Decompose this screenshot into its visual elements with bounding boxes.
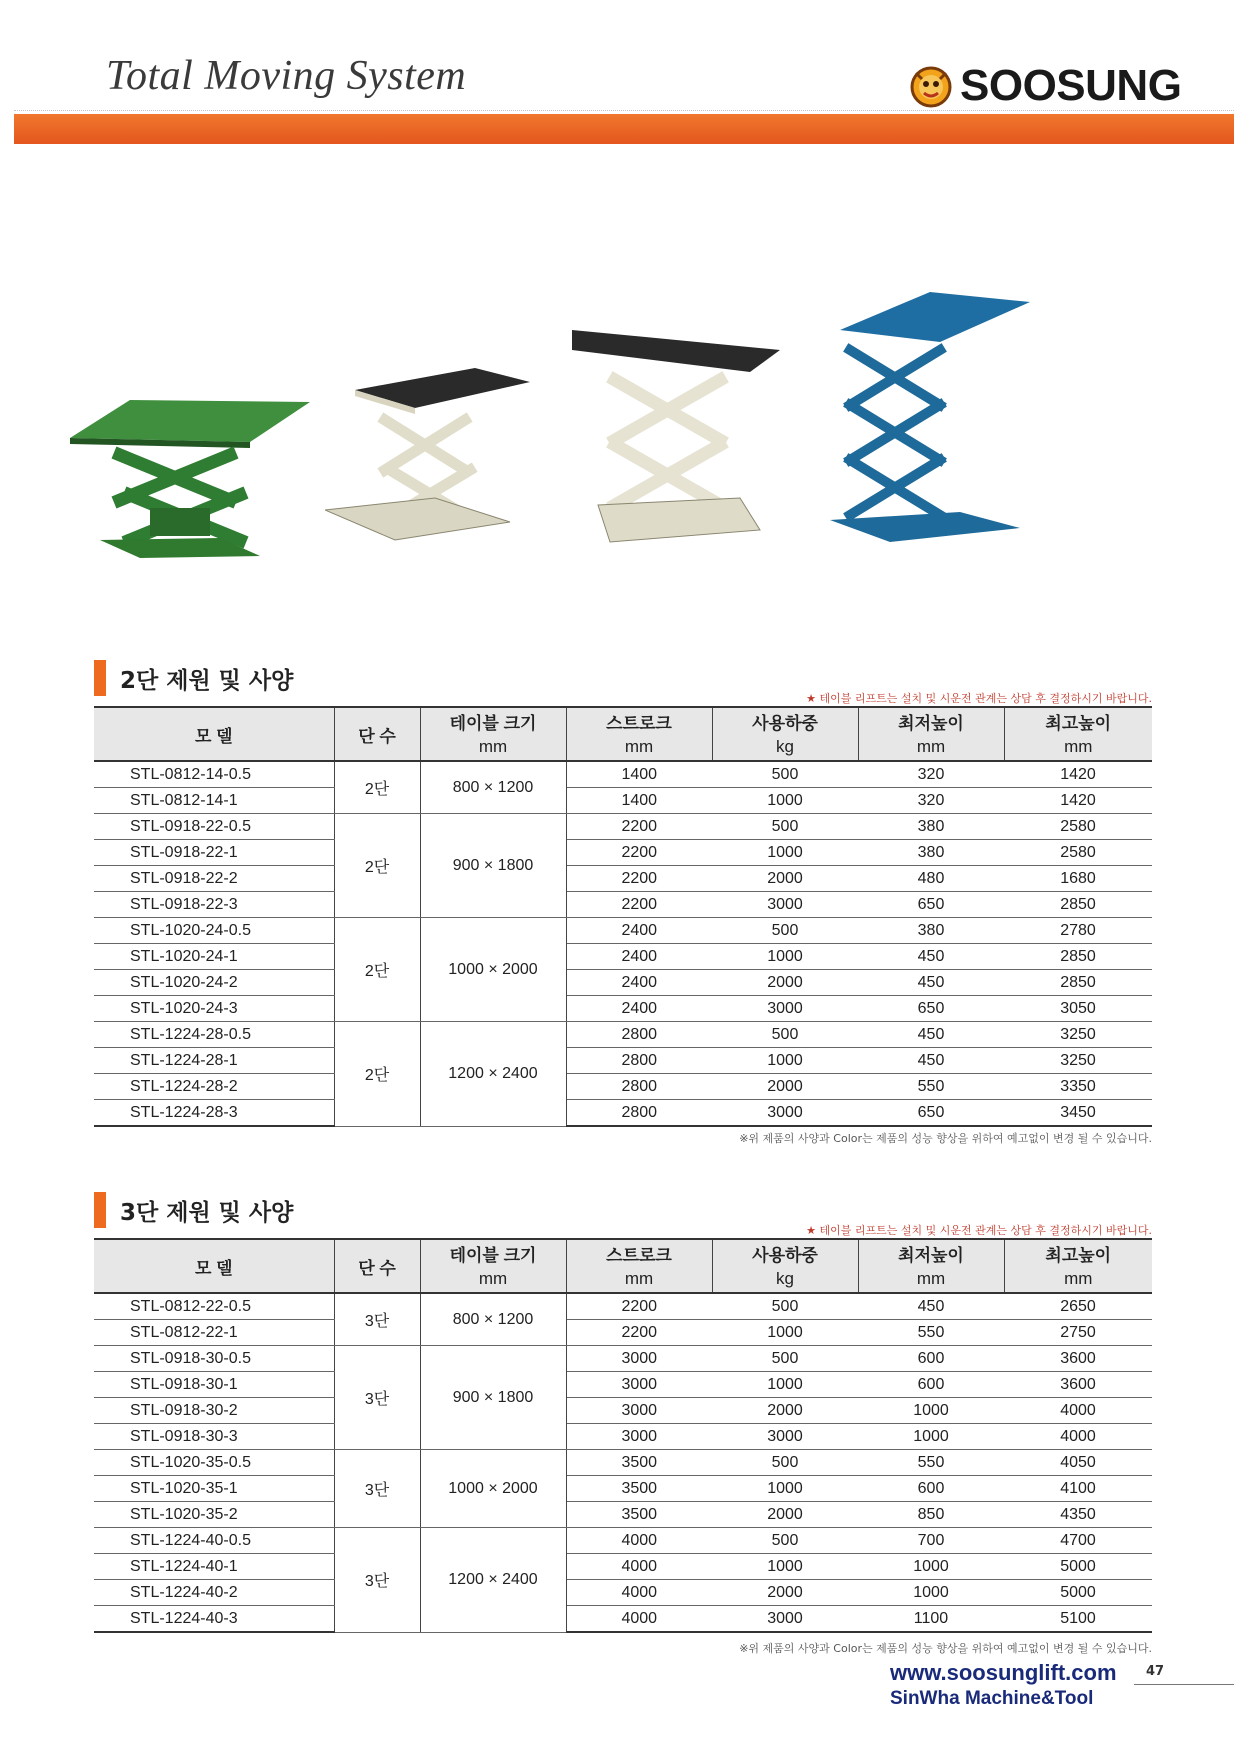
model-cell: STL-0812-14-1 (94, 788, 334, 814)
table-size-cell: 1000 × 2000 (420, 1450, 566, 1528)
model-cell: STL-1224-40-3 (94, 1606, 334, 1633)
table-size-cell: 900 × 1800 (420, 814, 566, 918)
model-cell: STL-1224-28-3 (94, 1100, 334, 1127)
spec-table-3stage (94, 1238, 1152, 1633)
stroke-cell: 2800 (566, 1100, 712, 1127)
load-cell: 1000 (712, 840, 858, 866)
max-height-cell: 2780 (1004, 918, 1152, 944)
cream-lift-photo (325, 350, 545, 570)
load-cell: 2000 (712, 1580, 858, 1606)
install-note: ★ 테이블 리프트는 설치 및 시운전 관계는 상담 후 결정하시기 바랍니다. (806, 1224, 1152, 1237)
stage-cell: 2단 (334, 1022, 420, 1127)
min-height-cell: 600 (858, 1476, 1004, 1502)
stroke-cell: 1400 (566, 788, 712, 814)
white-lift-photo (570, 310, 800, 580)
stroke-cell: 2400 (566, 944, 712, 970)
stroke-cell: 2200 (566, 892, 712, 918)
brand-logo (908, 62, 1181, 110)
blue-lift-photo (820, 280, 1060, 570)
table-row (94, 1074, 1152, 1100)
load-cell: 2000 (712, 1502, 858, 1528)
min-height-cell: 480 (858, 866, 1004, 892)
min-height-cell: 450 (858, 1048, 1004, 1074)
table-size-cell: 900 × 1800 (420, 1346, 566, 1450)
col-header-min-height: 최저높이 (858, 707, 1004, 734)
footer-company: SinWha Machine&Tool (890, 1688, 1094, 1709)
stroke-cell: 2800 (566, 1074, 712, 1100)
min-height-cell: 1000 (858, 1580, 1004, 1606)
max-height-cell: 2580 (1004, 814, 1152, 840)
model-cell: STL-1224-28-0.5 (94, 1022, 334, 1048)
page-title: Total Moving System (106, 53, 467, 99)
table-size-cell: 1000 × 2000 (420, 918, 566, 1022)
table-row (94, 814, 1152, 840)
load-cell: 3000 (712, 892, 858, 918)
model-cell: STL-1020-35-1 (94, 1476, 334, 1502)
max-height-cell: 1420 (1004, 788, 1152, 814)
table-row (94, 1293, 1152, 1320)
min-height-cell: 1000 (858, 1554, 1004, 1580)
model-cell: STL-1020-24-0.5 (94, 918, 334, 944)
stroke-cell: 2800 (566, 1022, 712, 1048)
table-row (94, 1022, 1152, 1048)
max-height-cell: 3050 (1004, 996, 1152, 1022)
stage-cell: 3단 (334, 1450, 420, 1528)
model-cell: STL-1020-35-2 (94, 1502, 334, 1528)
install-note: ★ 테이블 리프트는 설치 및 시운전 관계는 상담 후 결정하시기 바랍니다. (806, 692, 1152, 705)
unit-mm: mm (1004, 1266, 1152, 1293)
load-cell: 500 (712, 918, 858, 944)
stroke-cell: 3000 (566, 1346, 712, 1372)
min-height-cell: 600 (858, 1372, 1004, 1398)
model-cell: STL-0918-30-3 (94, 1424, 334, 1450)
table-row (94, 1554, 1152, 1580)
min-height-cell: 550 (858, 1450, 1004, 1476)
load-cell: 2000 (712, 1074, 858, 1100)
table-row (94, 892, 1152, 918)
max-height-cell: 4050 (1004, 1450, 1152, 1476)
stroke-cell: 1400 (566, 761, 712, 788)
table-row (94, 1606, 1152, 1633)
col-header-model: 모 델 (94, 707, 334, 761)
load-cell: 2000 (712, 970, 858, 996)
header-divider (14, 110, 1234, 112)
min-height-cell: 650 (858, 1100, 1004, 1127)
max-height-cell: 3350 (1004, 1074, 1152, 1100)
model-cell: STL-1224-28-2 (94, 1074, 334, 1100)
table-row (94, 1476, 1152, 1502)
table-row (94, 840, 1152, 866)
max-height-cell: 5000 (1004, 1580, 1152, 1606)
max-height-cell: 4000 (1004, 1398, 1152, 1424)
min-height-cell: 700 (858, 1528, 1004, 1554)
load-cell: 500 (712, 1346, 858, 1372)
table-row (94, 1048, 1152, 1074)
model-cell: STL-0918-30-0.5 (94, 1346, 334, 1372)
col-header-max-height: 최고높이 (1004, 707, 1152, 734)
model-cell: STL-0918-30-2 (94, 1398, 334, 1424)
orange-header-bar (14, 114, 1234, 144)
section-title-2stage: 2단 제원 및 사양 (94, 660, 293, 696)
model-cell: STL-1020-24-3 (94, 996, 334, 1022)
max-height-cell: 4350 (1004, 1502, 1152, 1528)
stroke-cell: 3000 (566, 1424, 712, 1450)
unit-mm: mm (566, 1266, 712, 1293)
min-height-cell: 380 (858, 814, 1004, 840)
min-height-cell: 320 (858, 761, 1004, 788)
load-cell: 500 (712, 814, 858, 840)
load-cell: 3000 (712, 996, 858, 1022)
stroke-cell: 2800 (566, 1048, 712, 1074)
unit-mm: mm (858, 734, 1004, 761)
min-height-cell: 450 (858, 970, 1004, 996)
min-height-cell: 1000 (858, 1398, 1004, 1424)
stroke-cell: 2200 (566, 1320, 712, 1346)
unit-kg: kg (712, 1266, 858, 1293)
stroke-cell: 4000 (566, 1580, 712, 1606)
unit-kg: kg (712, 734, 858, 761)
stroke-cell: 4000 (566, 1528, 712, 1554)
table-row (94, 1580, 1152, 1606)
max-height-cell: 3250 (1004, 1048, 1152, 1074)
stage-cell: 2단 (334, 814, 420, 918)
min-height-cell: 650 (858, 892, 1004, 918)
min-height-cell: 320 (858, 788, 1004, 814)
max-height-cell: 4100 (1004, 1476, 1152, 1502)
spec-table-2stage (94, 706, 1152, 1127)
col-header-min-height: 최저높이 (858, 1239, 1004, 1266)
max-height-cell: 3250 (1004, 1022, 1152, 1048)
model-cell: STL-1020-24-2 (94, 970, 334, 996)
stage-cell: 2단 (334, 918, 420, 1022)
col-header-load: 사용하중 (712, 707, 858, 734)
model-cell: STL-0918-22-0.5 (94, 814, 334, 840)
model-cell: STL-1224-28-1 (94, 1048, 334, 1074)
table-row (94, 996, 1152, 1022)
col-header-max-height: 최고높이 (1004, 1239, 1152, 1266)
load-cell: 3000 (712, 1100, 858, 1127)
stage-cell: 2단 (334, 761, 420, 814)
table-size-cell: 800 × 1200 (420, 761, 566, 814)
model-cell: STL-0918-22-2 (94, 866, 334, 892)
max-height-cell: 1680 (1004, 866, 1152, 892)
model-cell: STL-0812-22-0.5 (94, 1293, 334, 1320)
page-number-rule (1134, 1684, 1234, 1685)
min-height-cell: 450 (858, 1022, 1004, 1048)
spec-footnote: ※위 제품의 사양과 Color는 제품의 성능 향상을 위하여 예고없이 변경 될 수 있습니다. (739, 1642, 1152, 1655)
table-row (94, 761, 1152, 788)
table-row (94, 1346, 1152, 1372)
min-height-cell: 600 (858, 1346, 1004, 1372)
table-size-cell: 1200 × 2400 (420, 1022, 566, 1127)
model-cell: STL-0918-30-1 (94, 1372, 334, 1398)
col-header-table-size: 테이블 크기 (420, 1239, 566, 1266)
unit-mm: mm (858, 1266, 1004, 1293)
stroke-cell: 4000 (566, 1554, 712, 1580)
section-marker (94, 1192, 106, 1228)
table-row (94, 918, 1152, 944)
max-height-cell: 2850 (1004, 970, 1152, 996)
load-cell: 3000 (712, 1424, 858, 1450)
max-height-cell: 2750 (1004, 1320, 1152, 1346)
model-cell: STL-1020-24-1 (94, 944, 334, 970)
stroke-cell: 4000 (566, 1606, 712, 1633)
max-height-cell: 5000 (1004, 1554, 1152, 1580)
stroke-cell: 3500 (566, 1502, 712, 1528)
model-cell: STL-1224-40-1 (94, 1554, 334, 1580)
model-cell: STL-0812-22-1 (94, 1320, 334, 1346)
min-height-cell: 1000 (858, 1424, 1004, 1450)
load-cell: 1000 (712, 1048, 858, 1074)
product-photos (70, 300, 1100, 600)
model-cell: STL-1224-40-2 (94, 1580, 334, 1606)
table-row (94, 866, 1152, 892)
col-header-table-size: 테이블 크기 (420, 707, 566, 734)
load-cell: 2000 (712, 866, 858, 892)
unit-mm: mm (420, 1266, 566, 1293)
col-header-stages: 단 수 (334, 1239, 420, 1293)
mascot-icon (908, 63, 954, 109)
unit-mm: mm (1004, 734, 1152, 761)
green-lift-photo (70, 360, 330, 560)
unit-mm: mm (420, 734, 566, 761)
max-height-cell: 1420 (1004, 761, 1152, 788)
stroke-cell: 2400 (566, 918, 712, 944)
min-height-cell: 450 (858, 1293, 1004, 1320)
stage-cell: 3단 (334, 1346, 420, 1450)
model-cell: STL-1224-40-0.5 (94, 1528, 334, 1554)
min-height-cell: 550 (858, 1074, 1004, 1100)
load-cell: 1000 (712, 1320, 858, 1346)
min-height-cell: 380 (858, 918, 1004, 944)
page-number: 47 (1146, 1664, 1165, 1679)
load-cell: 500 (712, 1528, 858, 1554)
stroke-cell: 2200 (566, 840, 712, 866)
max-height-cell: 2850 (1004, 892, 1152, 918)
load-cell: 500 (712, 1022, 858, 1048)
load-cell: 1000 (712, 1476, 858, 1502)
min-height-cell: 850 (858, 1502, 1004, 1528)
stroke-cell: 3500 (566, 1450, 712, 1476)
min-height-cell: 450 (858, 944, 1004, 970)
stroke-cell: 3000 (566, 1398, 712, 1424)
col-header-stroke: 스트로크 (566, 1239, 712, 1266)
table-row (94, 1502, 1152, 1528)
min-height-cell: 1100 (858, 1606, 1004, 1633)
max-height-cell: 2580 (1004, 840, 1152, 866)
min-height-cell: 380 (858, 840, 1004, 866)
table-row (94, 1528, 1152, 1554)
stroke-cell: 3000 (566, 1372, 712, 1398)
max-height-cell: 3450 (1004, 1100, 1152, 1127)
load-cell: 500 (712, 1450, 858, 1476)
table-row (94, 1450, 1152, 1476)
model-cell: STL-0918-22-1 (94, 840, 334, 866)
table-row (94, 970, 1152, 996)
stage-cell: 3단 (334, 1293, 420, 1346)
table-row (94, 1372, 1152, 1398)
stroke-cell: 2200 (566, 814, 712, 840)
col-header-stages: 단 수 (334, 707, 420, 761)
load-cell: 3000 (712, 1606, 858, 1633)
table-row (94, 1320, 1152, 1346)
max-height-cell: 4000 (1004, 1424, 1152, 1450)
min-height-cell: 650 (858, 996, 1004, 1022)
unit-mm: mm (566, 734, 712, 761)
table-row (94, 944, 1152, 970)
max-height-cell: 3600 (1004, 1346, 1152, 1372)
stroke-cell: 2400 (566, 996, 712, 1022)
table-row (94, 1398, 1152, 1424)
load-cell: 500 (712, 1293, 858, 1320)
table-row (94, 1100, 1152, 1127)
max-height-cell: 5100 (1004, 1606, 1152, 1633)
load-cell: 1000 (712, 1372, 858, 1398)
col-header-stroke: 스트로크 (566, 707, 712, 734)
max-height-cell: 2650 (1004, 1293, 1152, 1320)
brand-name: SOOSUNG (960, 61, 1182, 110)
load-cell: 2000 (712, 1398, 858, 1424)
spec-footnote: ※위 제품의 사양과 Color는 제품의 성능 향상을 위하여 예고없이 변경 될 수 있습니다. (739, 1132, 1152, 1145)
model-cell: STL-1020-35-0.5 (94, 1450, 334, 1476)
stroke-cell: 3500 (566, 1476, 712, 1502)
load-cell: 1000 (712, 788, 858, 814)
section-title-3stage: 3단 제원 및 사양 (94, 1192, 293, 1228)
max-height-cell: 2850 (1004, 944, 1152, 970)
max-height-cell: 4700 (1004, 1528, 1152, 1554)
load-cell: 500 (712, 761, 858, 788)
table-row (94, 1424, 1152, 1450)
section-marker (94, 660, 106, 696)
load-cell: 1000 (712, 944, 858, 970)
model-cell: STL-0918-22-3 (94, 892, 334, 918)
stroke-cell: 2200 (566, 866, 712, 892)
col-header-load: 사용하중 (712, 1239, 858, 1266)
stroke-cell: 2200 (566, 1293, 712, 1320)
footer-url: www.soosunglift.com (890, 1660, 1117, 1685)
model-cell: STL-0812-14-0.5 (94, 761, 334, 788)
load-cell: 1000 (712, 1554, 858, 1580)
max-height-cell: 3600 (1004, 1372, 1152, 1398)
col-header-model: 모 델 (94, 1239, 334, 1293)
table-size-cell: 1200 × 2400 (420, 1528, 566, 1633)
stage-cell: 3단 (334, 1528, 420, 1633)
stroke-cell: 2400 (566, 970, 712, 996)
table-size-cell: 800 × 1200 (420, 1293, 566, 1346)
min-height-cell: 550 (858, 1320, 1004, 1346)
table-row (94, 788, 1152, 814)
